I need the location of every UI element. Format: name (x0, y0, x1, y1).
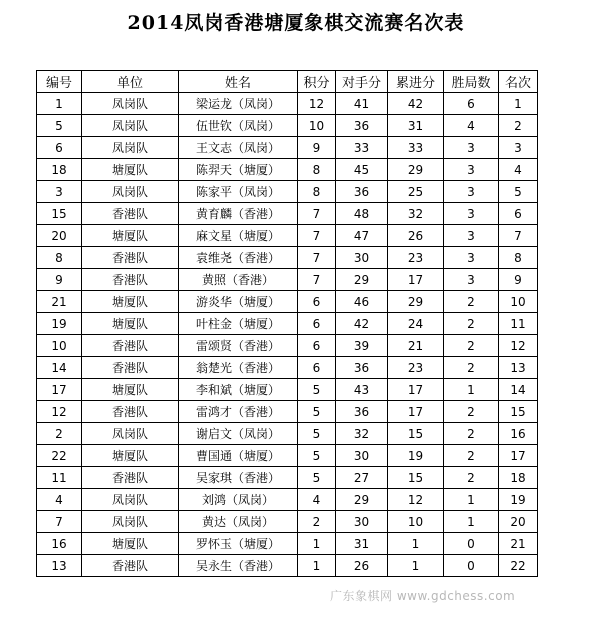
cell-points: 4 (298, 489, 336, 511)
cell-opponent-score: 33 (336, 137, 388, 159)
table-row (37, 269, 538, 291)
header-row (37, 71, 538, 93)
cell-points: 12 (298, 93, 336, 115)
cell-name: 黄照（香港） (179, 269, 298, 291)
table-row (37, 401, 538, 423)
cell-opponent-score: 42 (336, 313, 388, 335)
table-row (37, 445, 538, 467)
cell-opponent-score: 46 (336, 291, 388, 313)
table-row (37, 181, 538, 203)
cell-rank: 12 (499, 335, 538, 357)
cell-wins: 2 (444, 423, 499, 445)
cell-cumulative: 42 (388, 93, 444, 115)
table-row (37, 291, 538, 313)
cell-id: 21 (37, 291, 82, 313)
cell-points: 5 (298, 401, 336, 423)
cell-rank: 15 (499, 401, 538, 423)
cell-team: 香港队 (82, 401, 179, 423)
cell-cumulative: 32 (388, 203, 444, 225)
cell-rank: 1 (499, 93, 538, 115)
cell-wins: 4 (444, 115, 499, 137)
cell-wins: 3 (444, 137, 499, 159)
cell-rank: 13 (499, 357, 538, 379)
cell-id: 16 (37, 533, 82, 555)
cell-cumulative: 29 (388, 159, 444, 181)
cell-points: 5 (298, 423, 336, 445)
cell-name: 吴家琪（香港） (179, 467, 298, 489)
cell-opponent-score: 29 (336, 269, 388, 291)
cell-team: 香港队 (82, 467, 179, 489)
cell-name: 刘鸿（凤岗） (179, 489, 298, 511)
cell-cumulative: 23 (388, 247, 444, 269)
cell-wins: 0 (444, 555, 499, 577)
cell-name: 雷颂贤（香港） (179, 335, 298, 357)
table-row (37, 423, 538, 445)
cell-cumulative: 17 (388, 379, 444, 401)
cell-points: 8 (298, 181, 336, 203)
cell-team: 塘厦队 (82, 379, 179, 401)
cell-rank: 7 (499, 225, 538, 247)
cell-name: 黄育麟（香港） (179, 203, 298, 225)
cell-id: 4 (37, 489, 82, 511)
cell-name: 吴永生（香港） (179, 555, 298, 577)
table-row (37, 225, 538, 247)
table-row (37, 467, 538, 489)
cell-cumulative: 26 (388, 225, 444, 247)
table-row (37, 555, 538, 577)
table-row (37, 203, 538, 225)
cell-wins: 1 (444, 489, 499, 511)
cell-opponent-score: 31 (336, 533, 388, 555)
cell-rank: 6 (499, 203, 538, 225)
cell-team: 凤岗队 (82, 93, 179, 115)
cell-name: 李和斌（塘厦） (179, 379, 298, 401)
cell-id: 1 (37, 93, 82, 115)
cell-opponent-score: 41 (336, 93, 388, 115)
cell-wins: 1 (444, 511, 499, 533)
cell-wins: 3 (444, 159, 499, 181)
cell-rank: 8 (499, 247, 538, 269)
column-header-rank: 名次 (499, 71, 538, 93)
cell-wins: 2 (444, 313, 499, 335)
cell-cumulative: 12 (388, 489, 444, 511)
cell-points: 7 (298, 225, 336, 247)
table-row (37, 137, 538, 159)
cell-cumulative: 25 (388, 181, 444, 203)
cell-name: 罗怀玉（塘厦） (179, 533, 298, 555)
cell-opponent-score: 48 (336, 203, 388, 225)
cell-name: 雷鸿才（香港） (179, 401, 298, 423)
column-header-wins: 胜局数 (444, 71, 499, 93)
cell-team: 凤岗队 (82, 423, 179, 445)
cell-name: 曹国通（塘厦） (179, 445, 298, 467)
cell-team: 香港队 (82, 357, 179, 379)
table-row (37, 335, 538, 357)
cell-cumulative: 31 (388, 115, 444, 137)
cell-points: 2 (298, 511, 336, 533)
cell-team: 凤岗队 (82, 115, 179, 137)
cell-rank: 10 (499, 291, 538, 313)
cell-id: 14 (37, 357, 82, 379)
cell-team: 香港队 (82, 247, 179, 269)
column-header-opponent-score: 对手分 (336, 71, 388, 93)
cell-opponent-score: 27 (336, 467, 388, 489)
cell-rank: 5 (499, 181, 538, 203)
cell-rank: 17 (499, 445, 538, 467)
cell-name: 麻文星（塘厦） (179, 225, 298, 247)
cell-team: 香港队 (82, 269, 179, 291)
cell-opponent-score: 30 (336, 247, 388, 269)
cell-rank: 9 (499, 269, 538, 291)
cell-id: 12 (37, 401, 82, 423)
cell-points: 6 (298, 291, 336, 313)
cell-wins: 6 (444, 93, 499, 115)
cell-rank: 4 (499, 159, 538, 181)
column-header-team: 单位 (82, 71, 179, 93)
cell-name: 黄达（凤岗） (179, 511, 298, 533)
cell-wins: 0 (444, 533, 499, 555)
cell-team: 香港队 (82, 335, 179, 357)
table-row (37, 511, 538, 533)
cell-cumulative: 24 (388, 313, 444, 335)
cell-opponent-score: 32 (336, 423, 388, 445)
cell-id: 5 (37, 115, 82, 137)
cell-id: 22 (37, 445, 82, 467)
cell-rank: 11 (499, 313, 538, 335)
standings-table (36, 70, 538, 577)
cell-team: 塘厦队 (82, 225, 179, 247)
cell-points: 6 (298, 357, 336, 379)
cell-team: 凤岗队 (82, 489, 179, 511)
cell-id: 9 (37, 269, 82, 291)
cell-opponent-score: 43 (336, 379, 388, 401)
table-row (37, 115, 538, 137)
cell-name: 陈羿天（塘厦） (179, 159, 298, 181)
cell-id: 7 (37, 511, 82, 533)
cell-id: 19 (37, 313, 82, 335)
cell-points: 1 (298, 533, 336, 555)
column-header-id: 编号 (37, 71, 82, 93)
cell-wins: 2 (444, 291, 499, 313)
cell-cumulative: 1 (388, 555, 444, 577)
cell-opponent-score: 39 (336, 335, 388, 357)
cell-id: 20 (37, 225, 82, 247)
cell-opponent-score: 36 (336, 181, 388, 203)
cell-points: 6 (298, 313, 336, 335)
cell-cumulative: 29 (388, 291, 444, 313)
cell-wins: 3 (444, 269, 499, 291)
cell-opponent-score: 26 (336, 555, 388, 577)
cell-cumulative: 15 (388, 467, 444, 489)
cell-team: 塘厦队 (82, 313, 179, 335)
table-row (37, 159, 538, 181)
cell-opponent-score: 30 (336, 445, 388, 467)
cell-points: 7 (298, 269, 336, 291)
cell-team: 凤岗队 (82, 511, 179, 533)
cell-wins: 2 (444, 445, 499, 467)
cell-wins: 1 (444, 379, 499, 401)
cell-wins: 3 (444, 247, 499, 269)
cell-opponent-score: 36 (336, 401, 388, 423)
cell-cumulative: 1 (388, 533, 444, 555)
cell-wins: 3 (444, 203, 499, 225)
cell-rank: 19 (499, 489, 538, 511)
cell-id: 3 (37, 181, 82, 203)
cell-points: 9 (298, 137, 336, 159)
cell-rank: 2 (499, 115, 538, 137)
cell-rank: 3 (499, 137, 538, 159)
cell-rank: 22 (499, 555, 538, 577)
cell-cumulative: 23 (388, 357, 444, 379)
cell-rank: 14 (499, 379, 538, 401)
cell-name: 翁楚光（香港） (179, 357, 298, 379)
cell-id: 2 (37, 423, 82, 445)
cell-rank: 16 (499, 423, 538, 445)
cell-points: 8 (298, 159, 336, 181)
cell-points: 7 (298, 203, 336, 225)
cell-team: 塘厦队 (82, 159, 179, 181)
column-header-points: 积分 (298, 71, 336, 93)
cell-points: 5 (298, 467, 336, 489)
cell-cumulative: 17 (388, 269, 444, 291)
cell-rank: 21 (499, 533, 538, 555)
cell-wins: 2 (444, 401, 499, 423)
cell-points: 5 (298, 379, 336, 401)
watermark: 广东象棋网 www.gdchess.com (330, 589, 516, 603)
cell-id: 15 (37, 203, 82, 225)
cell-points: 6 (298, 335, 336, 357)
cell-points: 7 (298, 247, 336, 269)
cell-id: 10 (37, 335, 82, 357)
cell-wins: 2 (444, 467, 499, 489)
table-row (37, 247, 538, 269)
cell-team: 香港队 (82, 203, 179, 225)
table-row (37, 379, 538, 401)
table-row (37, 313, 538, 335)
cell-opponent-score: 36 (336, 115, 388, 137)
cell-wins: 3 (444, 225, 499, 247)
page-title: 2014凤岗香港塘厦象棋交流赛名次表 (127, 12, 465, 34)
cell-name: 梁运龙（凤岗） (179, 93, 298, 115)
cell-rank: 20 (499, 511, 538, 533)
cell-id: 18 (37, 159, 82, 181)
cell-wins: 2 (444, 335, 499, 357)
table-row (37, 533, 538, 555)
cell-team: 香港队 (82, 555, 179, 577)
cell-cumulative: 15 (388, 423, 444, 445)
cell-rank: 18 (499, 467, 538, 489)
cell-wins: 2 (444, 357, 499, 379)
cell-team: 塘厦队 (82, 291, 179, 313)
cell-points: 10 (298, 115, 336, 137)
cell-name: 游炎华（塘厦） (179, 291, 298, 313)
cell-points: 1 (298, 555, 336, 577)
cell-team: 凤岗队 (82, 137, 179, 159)
column-header-cumulative: 累进分 (388, 71, 444, 93)
cell-id: 11 (37, 467, 82, 489)
cell-opponent-score: 30 (336, 511, 388, 533)
table-row (37, 489, 538, 511)
cell-cumulative: 19 (388, 445, 444, 467)
cell-cumulative: 17 (388, 401, 444, 423)
cell-name: 伍世钦（凤岗） (179, 115, 298, 137)
cell-cumulative: 10 (388, 511, 444, 533)
cell-team: 凤岗队 (82, 181, 179, 203)
cell-team: 塘厦队 (82, 533, 179, 555)
cell-name: 袁维尧（香港） (179, 247, 298, 269)
cell-opponent-score: 45 (336, 159, 388, 181)
cell-opponent-score: 29 (336, 489, 388, 511)
cell-wins: 3 (444, 181, 499, 203)
cell-points: 5 (298, 445, 336, 467)
cell-cumulative: 33 (388, 137, 444, 159)
cell-id: 17 (37, 379, 82, 401)
table-row (37, 93, 538, 115)
cell-opponent-score: 47 (336, 225, 388, 247)
table-row (37, 357, 538, 379)
cell-team: 塘厦队 (82, 445, 179, 467)
cell-name: 王文志（凤岗） (179, 137, 298, 159)
cell-name: 陈家平（凤岗） (179, 181, 298, 203)
cell-opponent-score: 36 (336, 357, 388, 379)
cell-id: 8 (37, 247, 82, 269)
cell-name: 叶柱金（塘厦） (179, 313, 298, 335)
cell-name: 谢启文（凤岗） (179, 423, 298, 445)
column-header-name: 姓名 (179, 71, 298, 93)
cell-id: 6 (37, 137, 82, 159)
cell-id: 13 (37, 555, 82, 577)
cell-cumulative: 21 (388, 335, 444, 357)
